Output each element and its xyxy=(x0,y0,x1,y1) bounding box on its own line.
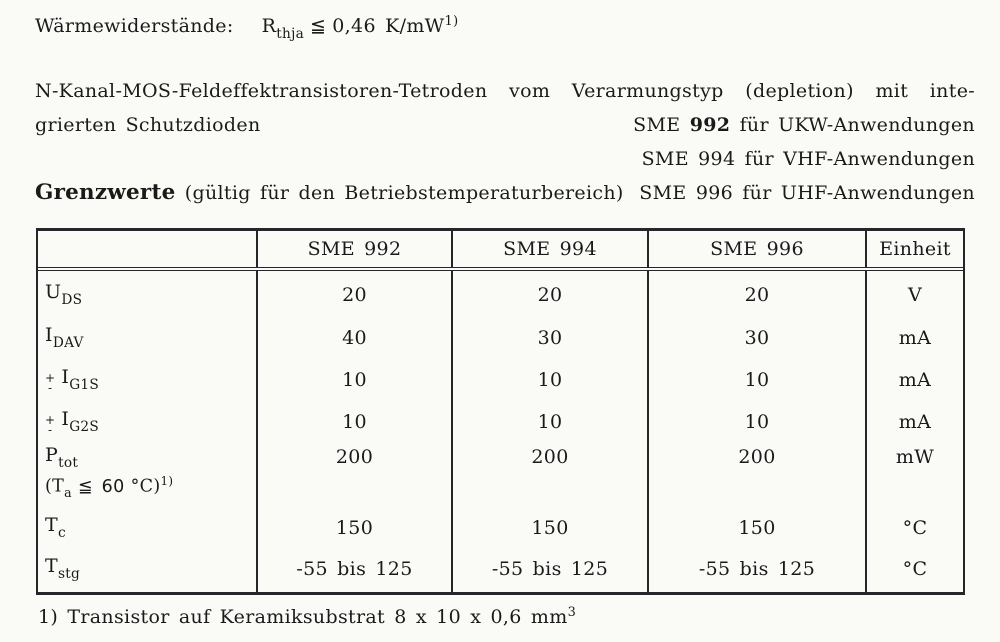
table-row xyxy=(38,510,963,546)
variant-sme996 xyxy=(639,182,975,204)
header-unit: Einheit xyxy=(879,238,951,260)
parameter-cell xyxy=(38,401,258,442)
value-cell: 200 xyxy=(453,442,649,510)
symbol-base: P xyxy=(45,444,59,466)
thermal-resistance-line xyxy=(35,14,458,42)
table-row xyxy=(38,358,963,401)
parameter-cell xyxy=(38,510,258,546)
parameter-symbol xyxy=(45,324,84,351)
symbol-subscript: G1S xyxy=(69,377,100,394)
value-cell: 30 xyxy=(453,318,649,358)
symbol-base: T xyxy=(45,555,58,578)
footnote-line xyxy=(38,605,576,628)
plus-minus-sign: + - xyxy=(45,412,56,437)
header-sme992: SME 992 xyxy=(258,231,453,267)
thermal-value: 0,46 xyxy=(332,15,376,38)
section-subtitle: (gültig für den Betriebstemperaturbereich) xyxy=(184,182,624,204)
parameter-symbol xyxy=(45,514,66,541)
symbol-base: I xyxy=(61,407,70,430)
value-cell: 10 xyxy=(649,401,867,442)
value-cell: 20 xyxy=(258,271,453,318)
table-row xyxy=(38,442,963,510)
limits-table xyxy=(36,228,965,595)
parameter-symbol xyxy=(45,408,99,435)
header-sme996: SME 996 xyxy=(649,231,867,267)
parameter-cell xyxy=(38,318,258,358)
table-row xyxy=(38,318,963,358)
value-cell: 150 xyxy=(453,510,649,546)
value-cell: 10 xyxy=(453,358,649,401)
value-cell: -55 bis 125 xyxy=(258,546,453,592)
thermal-formula xyxy=(261,14,459,43)
symbol-subscript: G2S xyxy=(69,419,100,436)
header-parameter xyxy=(38,231,258,267)
thermal-label: Wärmewiderstände: xyxy=(35,15,234,38)
variant-prefix: SME xyxy=(639,182,687,204)
description-line-1: N-Kanal-MOS-Feldeffektransistoren-Tetroden vom Verarmungstyp (depletion) mit inte- xyxy=(35,80,975,102)
value-cell: 20 xyxy=(649,271,867,318)
variant-number: 994 xyxy=(698,148,736,170)
description-line-2: grierten Schutzdioden xyxy=(35,114,261,136)
variant-number: 996 xyxy=(695,182,734,204)
table-header-row xyxy=(38,231,963,271)
table-body xyxy=(38,271,963,592)
variant-prefix: SME xyxy=(641,148,689,170)
footnote-reference: 1) xyxy=(444,14,459,29)
table-row xyxy=(38,401,963,442)
value-cell: 30 xyxy=(649,318,867,358)
unit-cell: mA xyxy=(898,327,932,349)
value-cell: -55 bis 125 xyxy=(649,546,867,592)
variant-application: für VHF-Anwendungen xyxy=(744,148,975,170)
parameter-symbol xyxy=(45,366,99,393)
parameter-cell xyxy=(38,358,258,401)
symbol-subscript: stg xyxy=(58,566,81,583)
parameter-cell xyxy=(38,442,258,510)
condition-note: ($T_a$ ≦ 60 °C)$^{1)}$ xyxy=(45,474,174,501)
value-cell: -55 bis 125 xyxy=(453,546,649,592)
unit-cell: °C xyxy=(902,517,928,539)
value-cell: 200 xyxy=(258,442,453,510)
parameter-cell xyxy=(38,546,258,592)
variant-sme994 xyxy=(642,148,975,170)
symbol-subscript: c xyxy=(58,525,66,542)
plus-minus-sign: + - xyxy=(45,370,56,395)
value-cell: 150 xyxy=(649,510,867,546)
unit-cell: V xyxy=(907,283,923,306)
parameter-cell xyxy=(38,271,258,318)
symbol-subscript: DS xyxy=(61,292,83,309)
symbol-base: U xyxy=(45,280,62,303)
variant-sme992 xyxy=(633,114,975,136)
section-heading xyxy=(35,180,624,205)
unit-cell: mW xyxy=(895,446,935,468)
variant-number: 992 xyxy=(689,114,731,136)
unit-cell: mA xyxy=(898,368,932,391)
symbol-subscript: DAV xyxy=(52,335,84,352)
parameter-symbol xyxy=(45,555,80,582)
footnote-text: 1) Transistor auf Keramiksubstrat 8 x 10 x 0,6 mm xyxy=(38,606,568,629)
less-equal-sign: ≦ xyxy=(310,15,327,38)
symbol-subscript: thja xyxy=(276,26,305,43)
symbol-base: R xyxy=(261,15,277,38)
unit-cell: °C xyxy=(902,558,928,580)
variant-application: für UKW-Anwendungen xyxy=(739,114,975,136)
value-cell: 10 xyxy=(258,401,453,442)
section-title: Grenzwerte xyxy=(35,180,176,205)
variant-application: für UHF-Anwendungen xyxy=(742,182,975,204)
symbol-base: I xyxy=(45,324,53,347)
value-cell: 10 xyxy=(649,358,867,401)
description-block xyxy=(35,80,975,214)
header-sme994: SME 994 xyxy=(453,231,649,267)
value-cell: 150 xyxy=(258,510,453,546)
thermal-unit: K/mW xyxy=(385,15,445,38)
parameter-symbol xyxy=(45,281,82,308)
unit-cell: mA xyxy=(898,410,932,433)
symbol-subscript: tot xyxy=(58,455,79,472)
value-cell: 40 xyxy=(258,318,453,358)
symbol-base: I xyxy=(61,365,70,388)
symbol-base: T xyxy=(45,514,58,537)
value-cell: 10 xyxy=(258,358,453,401)
table-row xyxy=(38,546,963,592)
value-cell: 10 xyxy=(453,401,649,442)
table-row xyxy=(38,271,963,318)
parameter-symbol xyxy=(45,444,256,471)
footnote-superscript: 3 xyxy=(567,605,577,620)
value-cell: 200 xyxy=(649,442,867,510)
value-cell: 20 xyxy=(453,271,649,318)
variant-prefix: SME xyxy=(633,114,681,136)
